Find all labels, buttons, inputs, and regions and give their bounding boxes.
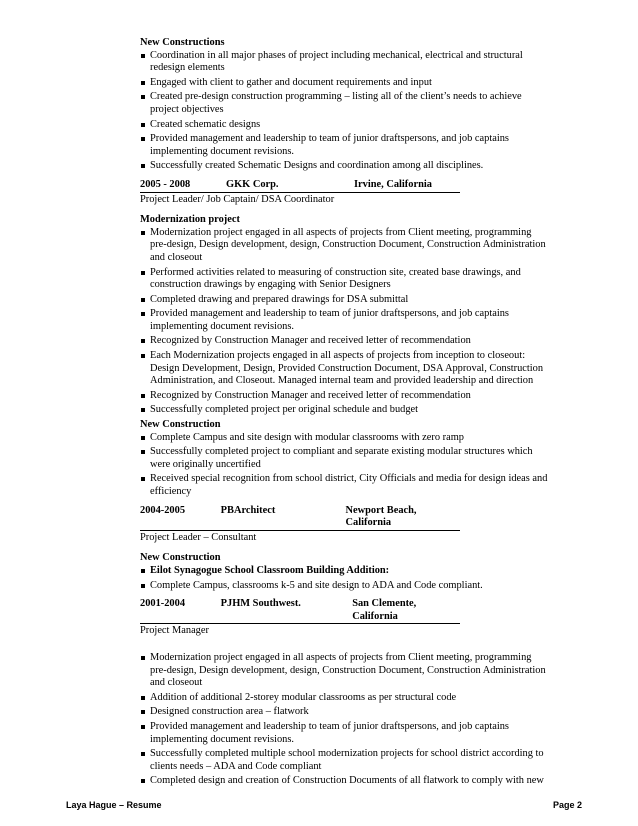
job-role: Project Leader – Consultant <box>140 531 257 543</box>
list-item: Completed design and creation of Construction Documents of all flatwork to comply with new <box>140 775 550 788</box>
list-item: Addition of additional 2-storey modular classrooms as per structural code <box>140 692 550 705</box>
job-header-gkk <box>140 179 460 193</box>
bullet-square-icon <box>141 137 145 141</box>
bullet-square-icon <box>141 408 145 412</box>
job-header-pbarchitect <box>140 505 460 531</box>
bullet-list-pjhm <box>140 652 550 788</box>
bullet-square-icon <box>141 394 145 398</box>
list-item: Successfully completed project per original schedule and budget <box>140 404 550 417</box>
list-item: Designed construction area – flatwork <box>140 706 550 719</box>
list-item: Performed activities related to measuring of construction site, created base drawings, and construction drawings by engaging with Senior Designers <box>140 267 550 292</box>
section-heading-modernization: Modernization project <box>140 214 240 226</box>
resume-body <box>140 37 550 790</box>
list-item: Created schematic designs <box>140 119 550 132</box>
bullet-square-icon <box>141 779 145 783</box>
list-item: Provided management and leadership to team of junior draftspersons, and job captains implementing document revisions. <box>140 308 550 333</box>
bullet-square-icon <box>141 710 145 714</box>
list-item: Received special recognition from school district, City Officials and media for design ideas and efficiency <box>140 473 550 498</box>
job-years: 2004-2005 <box>140 504 186 516</box>
footer-resume-title: Laya Hague – Resume <box>66 800 162 810</box>
bullet-square-icon <box>141 752 145 756</box>
list-item: Coordination in all major phases of project including mechanical, electrical and structural redesign elements <box>140 50 550 75</box>
bullet-list-new-construction <box>140 432 550 499</box>
list-item: Recognized by Construction Manager and received letter of recommendation <box>140 390 550 403</box>
list-item: Each Modernization projects engaged in all aspects of projects from inception to closeout: Design Development, Design, Provided Construction Document, DSA Approval, Construction Administration, and Closeout. Managed internal team and provided leadership and direction <box>140 350 550 388</box>
list-item: Successfully completed project to compliant and separate existing modular structures which were originally uncertified <box>140 446 550 471</box>
bullet-square-icon <box>141 298 145 302</box>
bullet-list-modernization <box>140 227 550 417</box>
list-item: Modernization project engaged in all aspects of projects from Client meeting, programming pre-design, Design development, design, Construction Document, Construction Administration and closeout <box>140 652 550 690</box>
job-location: Newport Beach, California <box>345 504 417 529</box>
job-years: 2001-2004 <box>140 598 186 610</box>
job-years: 2005 - 2008 <box>140 178 191 190</box>
bullet-square-icon <box>141 477 145 481</box>
list-item: Successfully created Schematic Designs and coordination among all disciplines. <box>140 160 550 173</box>
bullet-square-icon <box>141 696 145 700</box>
footer-page-number: Page 2 <box>552 800 582 810</box>
list-item: Complete Campus and site design with modular classrooms with zero ramp <box>140 432 550 445</box>
list-item: Complete Campus, classrooms k-5 and site design to ADA and Code compliant. <box>140 580 550 593</box>
bullet-list-new-construction-2 <box>140 565 550 592</box>
job-company: GKK Corp. <box>226 178 279 190</box>
page-footer <box>66 800 582 810</box>
list-item: Provided management and leadership to team of junior draftspersons, and job captains implementing document revisions. <box>140 721 550 746</box>
list-item: Eilot Synagogue School Classroom Building Addition: <box>140 565 550 578</box>
job-location: San Clemente, California <box>352 598 417 622</box>
section-heading-new-constructions: New Constructions <box>140 37 225 48</box>
bullet-square-icon <box>141 271 145 275</box>
job-header-pjhm <box>140 598 460 624</box>
bullet-square-icon <box>141 164 145 168</box>
list-item: Successfully completed multiple school modernization projects for school district according to clients needs – ADA and Code compliant <box>140 748 550 773</box>
list-item: Recognized by Construction Manager and received letter of recommendation <box>140 335 550 348</box>
bullet-square-icon <box>141 231 145 235</box>
list-item: Completed drawing and prepared drawings for DSA submittal <box>140 294 550 307</box>
bullet-list-new-constructions <box>140 50 550 173</box>
bullet-square-icon <box>141 569 145 573</box>
list-item: Provided management and leadership to team of junior draftspersons, and job captains implementing document revisions. <box>140 133 550 158</box>
job-company: PBArchitect <box>220 504 276 516</box>
bullet-square-icon <box>141 81 145 85</box>
bullet-square-icon <box>141 354 145 358</box>
bullet-square-icon <box>141 312 145 316</box>
bullet-square-icon <box>141 584 145 588</box>
list-item: Modernization project engaged in all aspects of projects from Client meeting, programming pre-design, Design development, design, Construction Document, Construction Administration and closeout <box>140 227 550 265</box>
list-item: Engaged with client to gather and document requirements and input <box>140 77 550 90</box>
bullet-square-icon <box>141 123 145 127</box>
bullet-square-icon <box>141 656 145 660</box>
bullet-square-icon <box>141 450 145 454</box>
bullet-square-icon <box>141 95 145 99</box>
bullet-square-icon <box>141 339 145 343</box>
job-role: Project Manager <box>140 625 209 637</box>
bullet-square-icon <box>141 54 145 58</box>
list-item: Created pre-design construction programming – listing all of the client’s needs to achieve project objectives <box>140 91 550 116</box>
bullet-square-icon <box>141 436 145 440</box>
job-location: Irvine, California <box>354 178 432 190</box>
bullet-square-icon <box>141 725 145 729</box>
job-role: Project Leader/ Job Captain/ DSA Coordinator <box>140 193 335 205</box>
section-heading-new-construction-2: New Construction <box>140 552 221 564</box>
section-heading-new-construction: New Construction <box>140 419 221 431</box>
job-company: PJHM Southwest. <box>220 598 301 610</box>
